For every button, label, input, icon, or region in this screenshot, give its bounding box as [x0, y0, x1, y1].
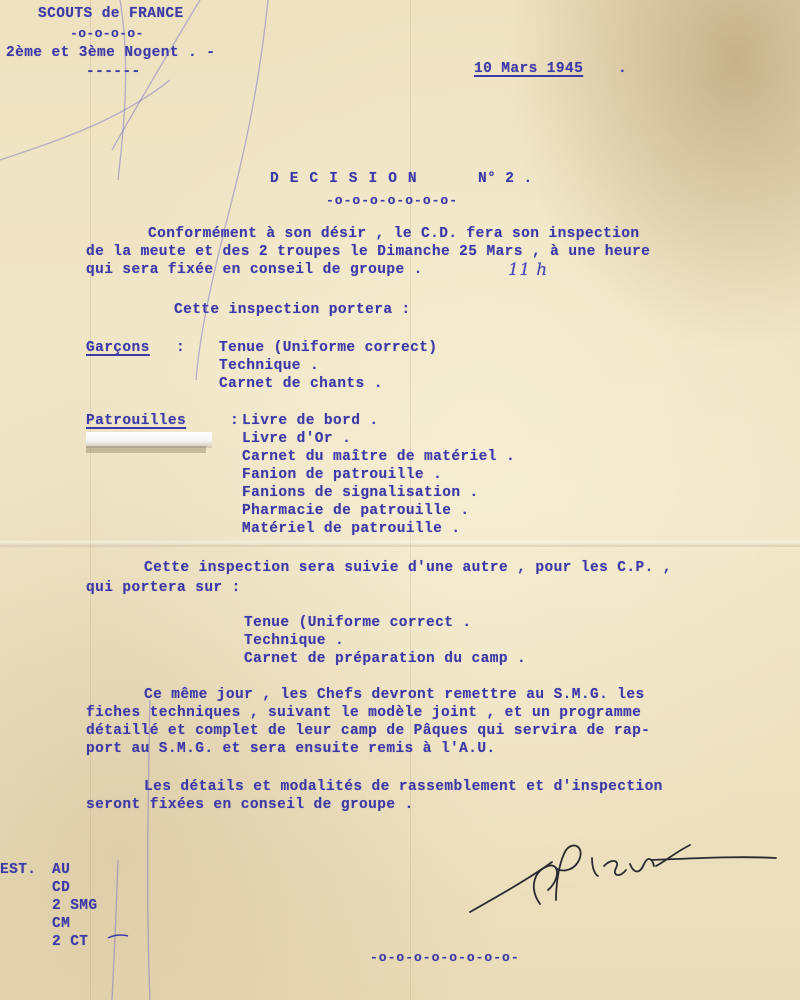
paragraph-3-line-2: fiches techniques , suivant le modèle joint , et un programme — [86, 705, 642, 721]
patrouilles-colon: : — [230, 413, 240, 429]
distribution-item: 2 CT — [52, 934, 89, 950]
organization-rule: -o-o-o-o- — [70, 26, 144, 41]
paragraph-4-line-2: seront fixées en conseil de groupe . — [86, 797, 414, 813]
patrouilles-item: Carnet du maître de matériel . — [242, 449, 516, 465]
patrouilles-item: Fanion de patrouille . — [242, 467, 443, 483]
organization-name: SCOUTS de FRANCE — [38, 6, 184, 22]
pencil-scribbles — [0, 0, 268, 1000]
paragraph-3-line-4: port au S.M.G. et sera ensuite remis à l'A.U. — [86, 741, 496, 757]
patrouilles-label: Patrouilles — [86, 413, 187, 429]
distribution-item: 2 SMG — [52, 898, 98, 914]
patrouilles-item: Matériel de patrouille . — [242, 521, 461, 537]
cp-item: Tenue (Uniforme correct . — [244, 615, 472, 631]
decision-number: N° 2 . — [478, 171, 533, 187]
cp-item: Technique . — [244, 633, 345, 649]
distribution-label: EST. — [0, 862, 37, 878]
distribution-item: AU — [52, 862, 71, 878]
date-period: . — [618, 61, 628, 77]
patrouilles-item: Pharmacie de patrouille . — [242, 503, 470, 519]
inspection-intro: Cette inspection portera : — [174, 302, 411, 318]
distribution-item: CD — [52, 880, 71, 896]
distribution-tick — [108, 935, 128, 938]
garcons-item: Technique . — [219, 358, 320, 374]
paragraph-1-line-3: qui sera fixée en conseil de groupe . — [86, 262, 423, 278]
unit-rule: ------ — [86, 64, 141, 80]
garcons-label: Garçons — [86, 340, 150, 356]
patrouilles-item: Fanions de signalisation . — [242, 485, 479, 501]
paragraph-1-line-2: de la meute et des 2 troupes le Dimanche 25 Mars , à une heure — [86, 244, 651, 260]
garcons-item: Tenue (Uniforme correct) — [219, 340, 438, 356]
paragraph-1-line-1: Conformément à son désir , le C.D. fera son inspection — [148, 226, 640, 242]
paragraph-2-line-1: Cette inspection sera suivie d'une autre , pour les C.P. , — [144, 560, 672, 576]
paragraph-2-line-2: qui portera sur : — [86, 580, 241, 596]
footer-rule: -o-o-o-o-o-o-o-o- — [370, 950, 520, 965]
unit-name: 2ème et 3ème Nogent . - — [6, 45, 216, 61]
patrouilles-item: Livre de bord . — [242, 413, 379, 429]
paragraph-3-line-1: Ce même jour , les Chefs devront remettre au S.M.G. les — [144, 687, 645, 703]
title-rule: -o-o-o-o-o-o-o- — [326, 193, 459, 208]
document-date: 10 Mars 1945 — [474, 61, 584, 77]
decision-title: DECISION — [270, 171, 428, 187]
cp-item: Carnet de préparation du camp . — [244, 651, 527, 667]
handwritten-time-note: 11 h — [508, 260, 548, 280]
distribution-item: CM — [52, 916, 71, 932]
signature — [470, 845, 776, 912]
paragraph-3-line-3: détaillé et complet de leur camp de Pâques qui servira de rap- — [86, 723, 651, 739]
garcons-colon: : — [176, 340, 186, 356]
patrouilles-item: Livre d'Or . — [242, 431, 352, 447]
garcons-item: Carnet de chants . — [219, 376, 383, 392]
paragraph-4-line-1: Les détails et modalités de rassemblement et d'inspection — [144, 779, 663, 795]
